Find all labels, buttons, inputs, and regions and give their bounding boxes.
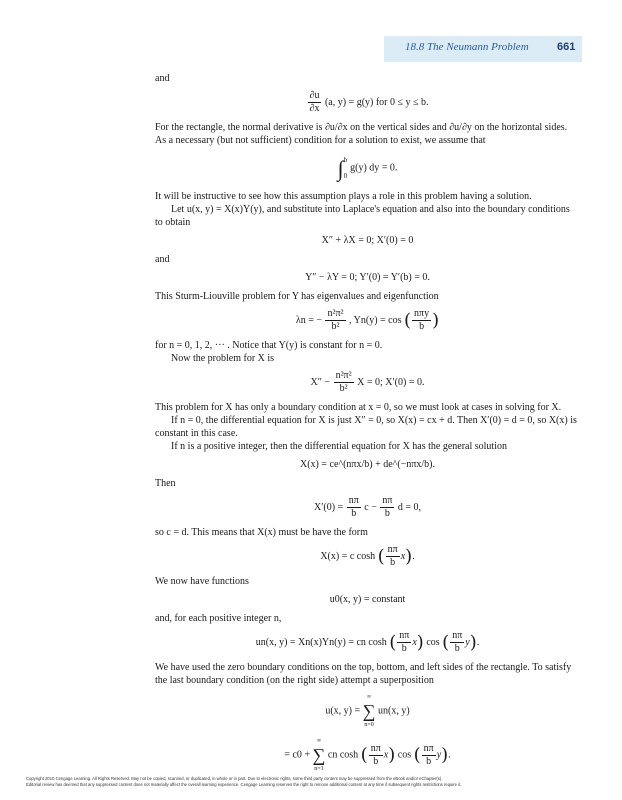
paragraph: Let u(x, y) = X(x)Y(y), and substitute into Laplace's equation and also into the boundary conditions to obtain <box>155 204 570 228</box>
fraction-numerator: ∂u <box>309 90 320 101</box>
fraction-numerator: nπ <box>382 495 393 506</box>
fraction-numerator: nπ <box>370 742 381 754</box>
page-body <box>155 72 580 780</box>
paragraph: This Sturm-Liouville problem for Y has eigenvalues and eigenfunction <box>155 291 439 302</box>
fraction-denominator: ∂x <box>309 103 320 114</box>
variable: x <box>383 749 389 761</box>
paragraph: so c = d. This means that X(x) must be have the form <box>155 527 368 538</box>
equation-text: X″ − <box>310 376 331 388</box>
fraction-numerator: nπ <box>423 742 434 754</box>
equation-text: = c0 + <box>284 749 311 761</box>
sum-sign: ∑ <box>312 745 326 765</box>
integral-sign: ∫ <box>337 155 344 181</box>
fraction-denominator: b² <box>339 383 348 394</box>
paragraph: for n = 0, 1, 2, ··· . Notice that Y(y) is constant for n = 0. <box>155 340 383 351</box>
equation-y: Y″ − λY = 0; Y′(0) = Y′(b) = 0. <box>305 272 430 283</box>
fraction-denominator: b <box>454 643 460 654</box>
equation-un: un(x, y) = Xn(x)Yn(y) = cn cosh ( $\frac{n\pi}{b}$ x) cos ( $\frac{n\pi}{b}$ y). <box>255 630 480 654</box>
sum-upper: ∞ <box>366 694 372 700</box>
paragraph: We now have functions <box>155 576 249 587</box>
fraction-denominator: b <box>426 755 432 767</box>
fraction-denominator: b <box>351 508 357 519</box>
paragraph: Now the problem for X is <box>171 353 275 364</box>
fraction-numerator: n²π² <box>335 370 352 381</box>
fraction-numerator: nπ <box>399 630 410 641</box>
equation-text: g(y) dy = 0. <box>350 162 398 174</box>
fraction-denominator: b <box>384 508 390 519</box>
fraction-numerator: n²π² <box>327 308 344 319</box>
equation-x-problem <box>155 370 580 395</box>
paragraph: We have used the zero boundary conditions on the top, bottom, and left sides of the rectangle. To satisfy the last boundary condition (on the right side) attempt a superposition <box>155 662 572 686</box>
equation-general-solution: X(x) = ce^(nπx/b) + de^(−nπx/b). <box>300 459 435 470</box>
equation-u0: u0(x, y) = constant <box>329 594 406 605</box>
copyright-footer <box>26 776 596 788</box>
equation-text: , Yn(y) = cos <box>349 314 402 326</box>
variable: x <box>412 636 417 648</box>
integral-upper-limit: b <box>343 156 348 164</box>
equation-text: c − <box>364 501 377 513</box>
equation-text: d = 0, <box>397 501 422 513</box>
sum-lower: n=0 <box>364 722 374 728</box>
variable: y <box>436 749 442 761</box>
fraction-numerator: nπ <box>452 630 463 641</box>
integral-lower-limit: 0 <box>343 172 348 180</box>
equation-text: cn cosh <box>327 749 359 761</box>
paragraph: and, for each positive integer n, <box>155 613 282 624</box>
equation-text: X = 0; X′(0) = 0. <box>357 376 425 388</box>
copyright-line: Editorial review has deemed that any suppressed content does not materially affect the overall learning experience. Cengage Learning reserves the right to remove additional content at any time if subsequent rights restrictions require it. <box>26 782 462 787</box>
equation-text: un(x, y) <box>377 705 410 717</box>
fraction-numerator: nπ <box>348 495 359 506</box>
equation-text: un(x, y) = Xn(x)Yn(y) = cn cosh <box>255 636 387 648</box>
equation-x: X″ + λX = 0; X′(0) = 0 <box>321 235 414 246</box>
paragraph: and <box>155 254 170 265</box>
equation-text: X(x) = c cosh <box>320 550 376 562</box>
equation-text: u(x, y) = <box>325 705 361 717</box>
paragraph: If n is a positive integer, then the differential equation for X has the general solution <box>171 441 507 452</box>
section-title: 18.8 The Neumann Problem <box>405 41 529 53</box>
page-number: 661 <box>557 41 576 53</box>
paragraph: Then <box>155 478 176 489</box>
paragraph: If n = 0, the differential equation for X is just X″ = 0, so X(x) = cx + d. Then X′(0) = d = 0, so X(x) is constant in this case. <box>155 415 577 439</box>
sum-sign: ∑ <box>362 701 376 721</box>
equation-text: (a, y) = g(y) for 0 ≤ y ≤ b. <box>324 96 429 108</box>
variable: y <box>465 636 470 648</box>
equation-text: X′(0) = <box>313 501 344 513</box>
fraction-denominator: b² <box>331 321 340 332</box>
equation-text: cos <box>397 749 412 761</box>
sum-lower: n=1 <box>314 766 324 772</box>
equation-superposition-expanded: = c0 + ∞ ∑ n=1 cn cosh ( $\frac{n\pi}{b}$ x) cos ( $\frac{n\pi}{b}$ y). <box>284 738 451 772</box>
paragraph: For the rectangle, the normal derivative is ∂u/∂x on the vertical sides and ∂u/∂y on the horizontal sides. As a necessary (but not sufficient) condition for a solution to exist, we assume that <box>155 122 568 146</box>
copyright-line: Copyright 2010 Cengage Learning. All Rights Reserved. May not be copied, scanned, or duplicated, in whole or in part. Due to electronic rights, some third party content may be suppressed from the eBook and/or eChapter(s). <box>26 776 443 781</box>
variable: x <box>400 550 406 562</box>
paragraph: This problem for X has only a boundary condition at x = 0, so we must look at cases in solving for X. <box>155 402 562 413</box>
equation-text: λn = − <box>295 314 322 326</box>
fraction-numerator: nπy <box>414 308 430 319</box>
equation-derivative <box>155 495 580 520</box>
equation-text: cos <box>426 636 440 648</box>
fraction-denominator: b <box>401 643 407 654</box>
equation-boundary-condition <box>155 90 580 115</box>
equation-superposition <box>155 692 580 730</box>
equation-cosh-form: X(x) = c cosh ( $\frac{n\pi}{b}$ x). <box>320 544 415 568</box>
paragraph: It will be instructive to see how this assumption plays a role in this problem having a solution. <box>155 191 532 202</box>
equation-integral <box>155 152 580 184</box>
fraction-denominator: b <box>390 557 396 568</box>
sum-upper: ∞ <box>316 738 322 744</box>
fraction-denominator: b <box>373 755 379 767</box>
fraction-denominator: b <box>419 321 425 332</box>
fraction-numerator: nπ <box>387 544 398 555</box>
equation-eigen: λn = − $\frac{\text{n²π²}}{\text{b²}}$ , Yn(y) = cos ( $\frac{\text{nπy}}{b}$ ) <box>295 308 440 332</box>
paragraph: and <box>155 73 170 84</box>
